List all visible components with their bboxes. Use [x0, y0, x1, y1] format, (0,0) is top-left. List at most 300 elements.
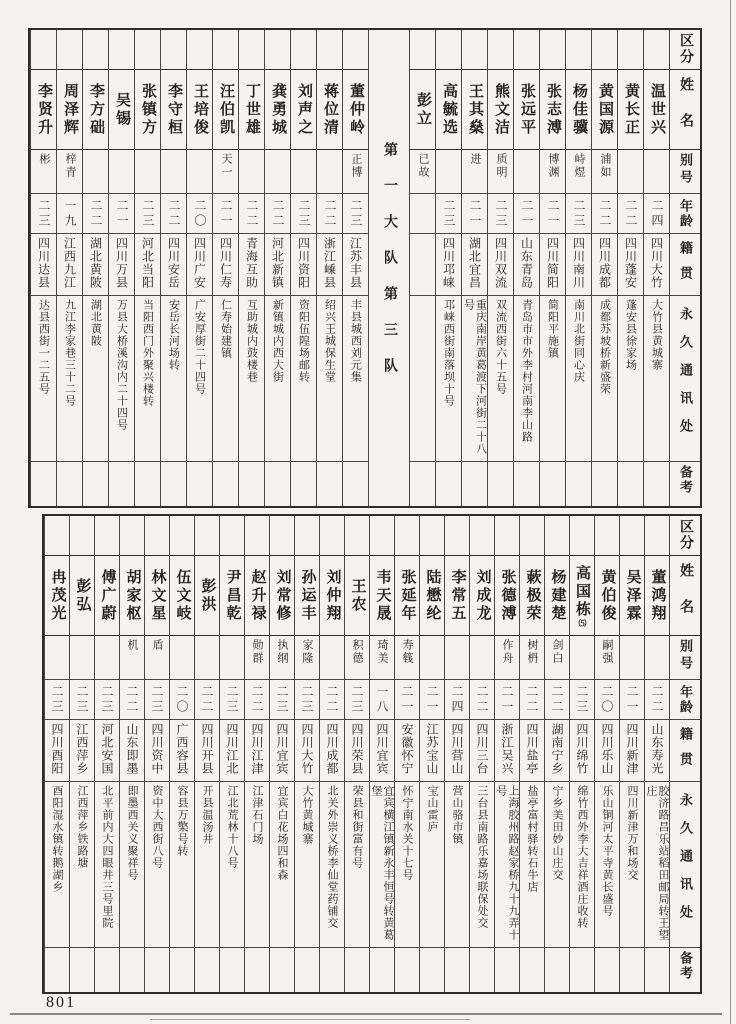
category-cell	[495, 516, 519, 556]
age-cell	[295, 680, 319, 720]
person-address: 江西萍乡铁路塘	[76, 785, 88, 869]
remarks-cell	[45, 948, 69, 992]
remarks-cell	[195, 948, 219, 992]
person-address: 大竹县黄城寨	[650, 299, 663, 371]
person-origin: 浙江吴兴	[500, 723, 514, 775]
person-alias: 博渊	[547, 153, 559, 179]
origin-cell	[317, 234, 342, 296]
address-cell	[514, 296, 539, 462]
age-cell	[644, 194, 669, 234]
category-cell	[345, 516, 369, 556]
alias-cell	[270, 636, 294, 680]
age-cell	[161, 194, 186, 234]
origin-cell	[520, 720, 544, 782]
person-origin: 四川江津	[250, 723, 264, 775]
age-cell	[618, 194, 643, 234]
origin-cell	[57, 234, 82, 296]
remarks-cell	[109, 462, 134, 506]
address-cell	[620, 782, 644, 948]
person-name: 吴泽霖	[624, 568, 641, 623]
address-cell	[220, 782, 244, 948]
category-cell	[187, 30, 212, 70]
person-address: 盐亭富村驿转石牛店	[526, 785, 538, 893]
name-cell	[495, 556, 519, 636]
origin-cell	[570, 720, 594, 782]
remarks-cell	[120, 948, 144, 992]
person-name: 刘声之	[296, 82, 312, 137]
address-cell	[595, 782, 619, 948]
address-cell	[395, 782, 419, 948]
person-age: 二二	[550, 684, 564, 715]
remarks-cell	[520, 948, 544, 992]
scan-edge-line-right	[730, 0, 731, 1024]
name-cell	[57, 70, 82, 150]
name-cell	[545, 556, 569, 636]
name-footnote-mark: ⑸	[578, 618, 587, 627]
address-cell	[170, 782, 194, 948]
category-cell	[45, 516, 69, 556]
alias-cell	[395, 636, 419, 680]
remarks-cell	[395, 948, 419, 992]
alias-cell	[161, 150, 186, 194]
person-age: 二一	[625, 684, 639, 715]
person-alias: 寿篯	[401, 639, 413, 665]
age-cell	[345, 680, 369, 720]
person-address: 酉阳湿水镇转鹅湖乡	[51, 785, 63, 893]
person-age: 二三	[141, 198, 155, 229]
person-address: 即墨西关义聚祥号	[126, 785, 138, 881]
person-column	[108, 30, 134, 506]
person-alias: 树枬	[526, 639, 538, 665]
remarks-cell	[239, 462, 264, 506]
person-name: 伍文岐	[174, 568, 191, 623]
person-name: 周泽辉	[62, 82, 78, 137]
origin-cell	[220, 720, 244, 782]
person-name: 董鸿翔	[649, 568, 666, 623]
person-age: 二三	[225, 684, 239, 715]
alias-cell	[83, 150, 108, 194]
category-cell	[570, 516, 594, 556]
address-cell	[445, 782, 469, 948]
person-column	[194, 516, 219, 992]
name-cell	[370, 556, 394, 636]
person-column	[594, 516, 619, 992]
origin-cell	[95, 720, 119, 782]
alias-cell	[540, 150, 565, 194]
origin-cell	[239, 234, 264, 296]
person-name: 胡家枢	[124, 568, 141, 623]
person-address: 开县温汤井	[201, 785, 213, 845]
person-age: 二二	[271, 198, 285, 229]
person-age: 二三	[442, 198, 456, 229]
person-name: 汪伯凯	[218, 82, 234, 137]
person-name: 温世兴	[649, 82, 665, 137]
name-cell	[595, 556, 619, 636]
origin-cell	[135, 234, 160, 296]
name-cell	[540, 70, 565, 150]
alias-cell	[495, 636, 519, 680]
address-cell	[265, 296, 290, 462]
alias-cell	[566, 150, 591, 194]
person-address: 怀宁南水关十七号	[401, 785, 413, 881]
person-name: 傅广蔚	[99, 568, 116, 623]
address-cell	[145, 782, 169, 948]
person-column	[269, 516, 294, 992]
remarks-cell	[317, 462, 342, 506]
header-category-label: 区分	[678, 33, 693, 65]
origin-cell	[31, 234, 56, 296]
person-address: 九江李家巷三十二号	[63, 299, 76, 407]
remarks-cell	[618, 462, 643, 506]
person-column	[519, 516, 544, 992]
age-cell	[245, 680, 269, 720]
origin-cell	[514, 234, 539, 296]
age-cell	[410, 194, 435, 234]
address-cell	[213, 296, 238, 462]
alias-cell	[462, 150, 487, 194]
person-name: 孙运丰	[299, 568, 316, 623]
header-alias-label: 别号	[678, 639, 693, 673]
name-cell	[343, 70, 368, 150]
alias-cell	[213, 150, 238, 194]
person-origin: 山东青岛	[519, 237, 534, 289]
person-origin: 四川蓬安	[623, 237, 638, 289]
address-cell	[239, 296, 264, 462]
name-cell	[265, 70, 290, 150]
category-cell	[395, 516, 419, 556]
person-name: 李常五	[449, 568, 466, 623]
person-address: 南川北街同心庆	[572, 299, 585, 383]
person-alias: 已故	[417, 153, 429, 179]
person-origin: 广西容县	[175, 723, 189, 775]
address-cell	[545, 782, 569, 948]
address-cell	[592, 296, 617, 462]
person-name: 黄伯俊	[599, 568, 616, 623]
category-cell	[31, 30, 56, 70]
person-address: 广安厚街二十四号	[193, 299, 206, 395]
person-age: 二三	[100, 684, 114, 715]
squad-divider-column	[368, 30, 409, 506]
person-column	[212, 30, 238, 506]
person-name: 高毓选	[441, 82, 457, 137]
person-column	[487, 30, 513, 506]
alias-cell	[570, 636, 594, 680]
category-cell	[295, 516, 319, 556]
person-origin: 江西九江	[62, 237, 77, 289]
name-cell	[345, 556, 369, 636]
category-cell	[410, 30, 435, 70]
remarks-cell	[213, 462, 238, 506]
page-number: 801	[46, 994, 76, 1011]
age-cell	[540, 194, 565, 234]
age-cell	[135, 194, 160, 234]
age-cell	[645, 680, 669, 720]
origin-cell	[395, 720, 419, 782]
age-cell	[595, 680, 619, 720]
category-cell	[644, 30, 669, 70]
person-origin: 四川简阳	[545, 237, 560, 289]
origin-cell	[618, 234, 643, 296]
age-cell	[488, 194, 513, 234]
name-cell	[462, 70, 487, 150]
remarks-cell	[220, 948, 244, 992]
person-address: 简阳平施镇	[546, 299, 559, 359]
person-address: 营山骆市镇	[451, 785, 463, 845]
header-age-cell	[670, 194, 700, 234]
alias-cell	[170, 636, 194, 680]
name-cell	[220, 556, 244, 636]
origin-cell	[370, 720, 394, 782]
person-origin: 山东寿光	[650, 723, 664, 775]
person-age: 二一	[520, 198, 534, 229]
name-cell	[488, 70, 513, 150]
person-column	[569, 516, 594, 992]
age-cell	[291, 194, 316, 234]
age-cell	[436, 194, 461, 234]
name-cell	[395, 556, 419, 636]
category-cell	[343, 30, 368, 70]
origin-cell	[462, 234, 487, 296]
age-cell	[570, 680, 594, 720]
name-cell	[109, 70, 134, 150]
person-name: 韦天晟	[374, 568, 391, 623]
person-address: 大竹黄城寨	[301, 785, 313, 845]
age-cell	[566, 194, 591, 234]
person-name: 蔌极荣	[524, 568, 541, 623]
age-cell	[343, 194, 368, 234]
person-address: 互助城内鼓楼巷	[245, 299, 258, 383]
address-cell	[495, 782, 519, 948]
person-origin: 四川资中	[150, 723, 164, 775]
category-cell	[95, 516, 119, 556]
category-cell	[161, 30, 186, 70]
roster-table-bottom	[42, 514, 702, 994]
person-origin: 江苏丰县	[348, 237, 363, 289]
person-age: 二二	[167, 198, 181, 229]
person-age: 二三	[349, 198, 363, 229]
person-name: 尹昌乾	[224, 568, 241, 623]
person-address: 仁寿始建镇	[219, 299, 232, 359]
person-alias: 机	[126, 639, 138, 652]
header-age-label: 年龄	[678, 198, 693, 229]
name-cell	[317, 70, 342, 150]
origin-cell	[45, 720, 69, 782]
header-category-cell	[670, 30, 700, 70]
origin-cell	[420, 720, 444, 782]
remarks-cell	[145, 948, 169, 992]
category-cell	[595, 516, 619, 556]
person-alias: 剑白	[551, 639, 563, 665]
person-origin: 湖北宜昌	[467, 237, 482, 289]
header-address-label: 永久通讯处	[678, 793, 693, 933]
remarks-cell	[514, 462, 539, 506]
category-cell	[514, 30, 539, 70]
origin-cell	[410, 234, 435, 296]
person-age: 一九	[63, 198, 77, 229]
address-cell	[135, 296, 160, 462]
person-name: 刘常修	[274, 568, 291, 623]
person-origin: 四川营山	[450, 723, 464, 775]
person-age: 二二	[325, 684, 339, 715]
age-cell	[213, 194, 238, 234]
remarks-cell	[135, 462, 160, 506]
header-origin-label: 籍贯	[678, 727, 693, 777]
person-address: 新镇城内西大街	[271, 299, 284, 383]
name-cell	[592, 70, 617, 150]
age-cell	[170, 680, 194, 720]
age-cell	[592, 194, 617, 234]
category-cell	[370, 516, 394, 556]
origin-cell	[291, 234, 316, 296]
person-name: 熊文洁	[493, 82, 509, 137]
name-cell	[135, 70, 160, 150]
origin-cell	[595, 720, 619, 782]
person-column	[435, 30, 461, 506]
remarks-cell	[592, 462, 617, 506]
person-origin: 四川酉阳	[50, 723, 64, 775]
name-cell	[83, 70, 108, 150]
remarks-cell	[462, 462, 487, 506]
age-cell	[109, 194, 134, 234]
person-alias: 积德	[351, 639, 363, 665]
person-column	[344, 516, 369, 992]
person-name: 赵升禄	[249, 568, 266, 623]
person-age: 二二	[125, 684, 139, 715]
person-address: 当阳西门外聚兴楼转	[141, 299, 154, 407]
remarks-cell	[566, 462, 591, 506]
name-cell	[445, 556, 469, 636]
person-origin: 河北安国	[100, 723, 114, 775]
origin-cell	[343, 234, 368, 296]
origin-cell	[320, 720, 344, 782]
header-name-label: 姓名	[678, 76, 693, 149]
name-cell	[514, 70, 539, 150]
remarks-cell	[445, 948, 469, 992]
alias-cell	[70, 636, 94, 680]
alias-cell	[644, 150, 669, 194]
person-address: 安岳长河场转	[167, 299, 180, 371]
person-name: 李贤升	[36, 82, 52, 137]
name-cell	[145, 556, 169, 636]
person-column	[316, 30, 342, 506]
remarks-cell	[265, 462, 290, 506]
category-cell	[620, 516, 644, 556]
category-cell	[566, 30, 591, 70]
person-address: 资阳伍隍场邮转	[297, 299, 310, 383]
person-origin: 江苏宝山	[425, 723, 439, 775]
person-name: 高国栋⑸	[570, 565, 594, 627]
person-column	[119, 516, 144, 992]
person-age: 二三	[572, 198, 586, 229]
person-name: 张志溥	[545, 82, 561, 137]
person-origin: 四川资阳	[296, 237, 311, 289]
origin-cell	[445, 720, 469, 782]
person-alias: 浦如	[599, 153, 611, 179]
category-cell	[239, 30, 264, 70]
person-age: 二一	[468, 198, 482, 229]
person-address: 江北荒林十八号	[226, 785, 238, 869]
person-origin: 四川成都	[597, 237, 612, 289]
person-age: 二三	[300, 684, 314, 715]
name-cell	[410, 70, 435, 150]
remarks-cell	[291, 462, 316, 506]
name-cell	[295, 556, 319, 636]
category-cell	[470, 516, 494, 556]
alias-cell	[187, 150, 212, 194]
person-age: 二二	[89, 198, 103, 229]
address-cell	[345, 782, 369, 948]
row-header-column-bottom	[669, 516, 700, 992]
category-cell	[488, 30, 513, 70]
person-address: 双流西街六十五号	[494, 299, 507, 395]
age-cell	[57, 194, 82, 234]
category-cell	[220, 516, 244, 556]
name-cell	[31, 70, 56, 150]
remarks-cell	[295, 948, 319, 992]
age-cell	[195, 680, 219, 720]
person-origin: 四川新津	[625, 723, 639, 775]
person-address: 江津石门场	[251, 785, 263, 845]
alias-cell	[470, 636, 494, 680]
alias-cell	[220, 636, 244, 680]
person-origin: 四川三台	[475, 723, 489, 775]
origin-cell	[161, 234, 186, 296]
alias-cell	[620, 636, 644, 680]
person-name: 彭弘	[74, 577, 91, 614]
address-cell	[31, 296, 56, 462]
remarks-cell	[31, 462, 56, 506]
alias-cell	[545, 636, 569, 680]
person-origin: 四川大竹	[300, 723, 314, 775]
person-origin: 青海互助	[244, 237, 259, 289]
alias-cell	[410, 150, 435, 194]
person-column	[82, 30, 108, 506]
person-address: 三台县南路乐嘉场联保处交	[476, 785, 488, 929]
alias-cell	[265, 150, 290, 194]
person-alias: 作舟	[501, 639, 513, 665]
person-name: 黄国源	[597, 82, 613, 137]
address-cell	[120, 782, 144, 948]
person-name: 张德溥	[499, 568, 516, 623]
person-column	[186, 30, 212, 506]
header-category-label: 区分	[678, 519, 693, 551]
alias-cell	[317, 150, 342, 194]
remarks-cell	[161, 462, 186, 506]
origin-cell	[213, 234, 238, 296]
origin-cell	[265, 234, 290, 296]
remarks-cell	[488, 462, 513, 506]
alias-cell	[95, 636, 119, 680]
alias-cell	[291, 150, 316, 194]
age-cell	[370, 680, 394, 720]
category-cell	[145, 516, 169, 556]
origin-cell	[620, 720, 644, 782]
age-cell	[320, 680, 344, 720]
person-origin: 四川仁寿	[218, 237, 233, 289]
person-column	[369, 516, 394, 992]
remarks-cell	[495, 948, 519, 992]
person-origin: 四川达县	[36, 237, 51, 289]
category-cell	[195, 516, 219, 556]
person-age: 二二	[245, 198, 259, 229]
category-cell	[291, 30, 316, 70]
address-cell	[161, 296, 186, 462]
address-cell	[245, 782, 269, 948]
remarks-cell	[645, 948, 669, 992]
remarks-cell	[70, 948, 94, 992]
alias-cell	[592, 150, 617, 194]
person-address: 万县大桥溪沟内二十四号	[115, 299, 128, 431]
